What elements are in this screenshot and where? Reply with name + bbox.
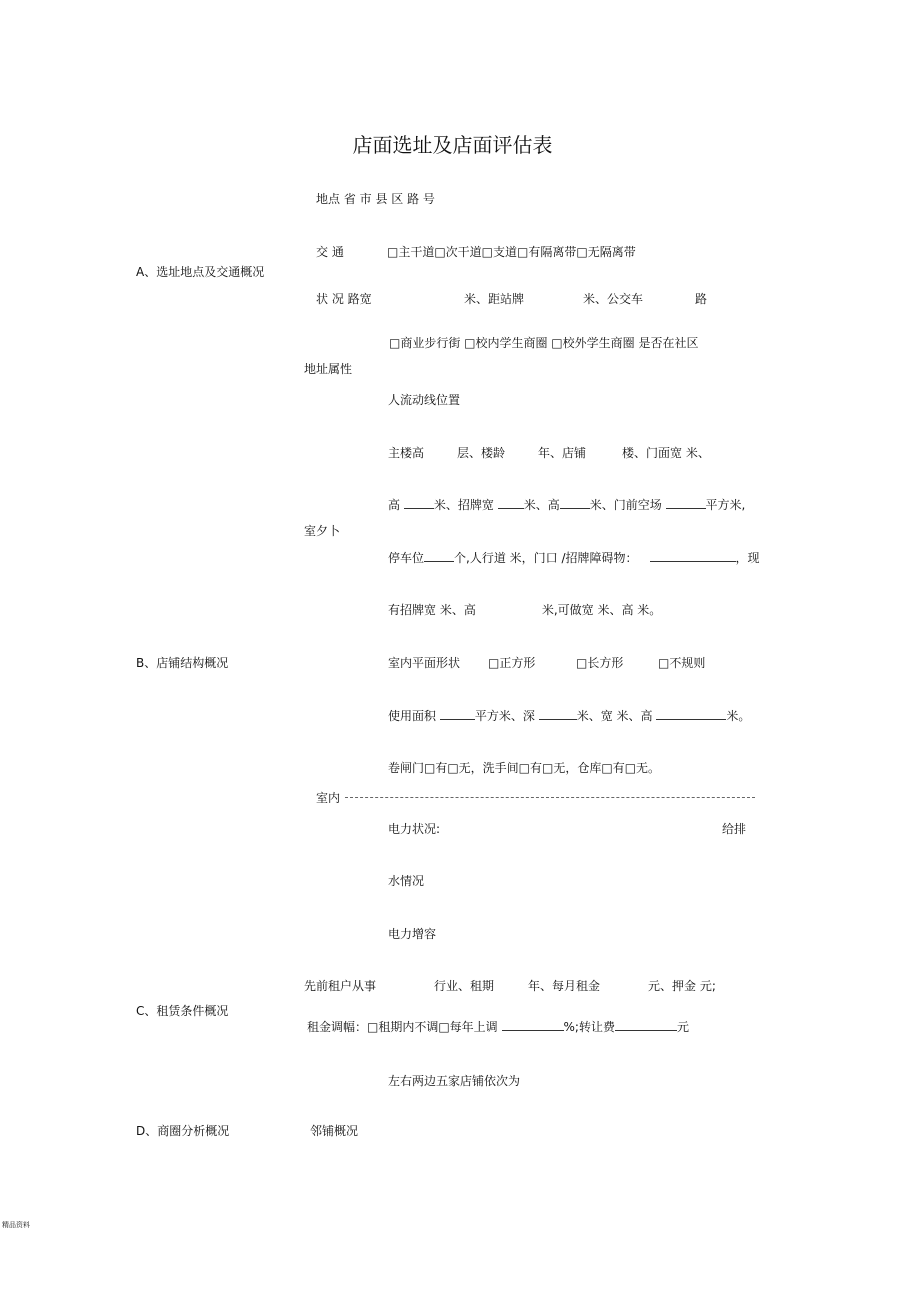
blank-field[interactable] bbox=[404, 498, 434, 509]
text: 米、高 bbox=[523, 498, 560, 512]
shape-option-square[interactable]: □正方形 bbox=[488, 656, 536, 670]
height-line bbox=[388, 498, 745, 512]
text: 年、店铺 bbox=[538, 446, 587, 460]
text: 有招牌宽 米、高 bbox=[388, 603, 476, 617]
blank-field[interactable] bbox=[539, 709, 577, 720]
text: 米。 bbox=[726, 709, 751, 723]
traffic-label: 交 通 bbox=[316, 245, 344, 259]
text: 米,可做宽 米、高 米。 bbox=[541, 603, 662, 617]
shape-option-irregular[interactable]: □不规则 bbox=[658, 656, 706, 670]
sign-line bbox=[388, 603, 661, 617]
status-label: 状 况 路宽 bbox=[316, 292, 372, 306]
rent-adjust-line bbox=[307, 1020, 689, 1034]
facilities-line[interactable]: 卷闸门□有□无，洗手间□有□无，仓库□有□无。 bbox=[388, 761, 661, 775]
text: 平方米, bbox=[705, 498, 746, 512]
text: 个,人行道 米，门口 /招牌障碍物： bbox=[454, 551, 638, 565]
address-attr-label: 地址属性 bbox=[304, 362, 353, 376]
building-line bbox=[388, 446, 710, 460]
blank-field[interactable] bbox=[502, 1020, 564, 1031]
neighbors-label: 邻铺概况 bbox=[310, 1124, 359, 1138]
section-d-label: D、商圈分析概况 bbox=[136, 1124, 230, 1138]
traffic-options[interactable]: □主干道□次干道□支道□有隔离带□无隔离带 bbox=[387, 245, 636, 259]
status-text: 米、距站牌 bbox=[464, 292, 525, 306]
water-label-end: 水情况 bbox=[388, 874, 425, 888]
text: 年、每月租金 bbox=[528, 979, 601, 993]
section-b-label: B、店铺结构概况 bbox=[136, 656, 229, 670]
page-title: 店面选址及店面评估表 bbox=[352, 133, 553, 157]
status-text: 米、公交车 bbox=[583, 292, 644, 306]
text: 元、押金 元; bbox=[648, 979, 716, 993]
power-label: 电力状况: bbox=[388, 822, 441, 836]
usage-line bbox=[388, 709, 750, 723]
blank-field[interactable] bbox=[656, 709, 726, 720]
neighbors-order-label: 左右两边五家店铺依次为 bbox=[388, 1074, 521, 1088]
blank-field[interactable] bbox=[560, 498, 590, 509]
blank-field[interactable] bbox=[440, 709, 475, 720]
text: 行业、租期 bbox=[434, 979, 495, 993]
flow-label: 人流动线位置 bbox=[388, 393, 461, 407]
text: 层、楼龄 bbox=[457, 446, 506, 460]
text: 停车位 bbox=[388, 551, 425, 565]
outdoor-label: 室夕卜 bbox=[304, 524, 341, 538]
section-c-label: C、租赁条件概况 bbox=[136, 1004, 229, 1018]
parking-line bbox=[388, 551, 760, 565]
text: 元 bbox=[676, 1020, 689, 1034]
text: %;转让费 bbox=[563, 1020, 615, 1034]
text[interactable]: 租金调幅：□租期内不调□每年上调 bbox=[307, 1020, 498, 1034]
shape-label: 室内平面形状 bbox=[388, 656, 461, 670]
location-line: 地点 省 市 县 区 路 号 bbox=[316, 192, 435, 206]
area-options[interactable]: □商业步行街 □校内学生商圈 □校外学生商圈 是否在社区 bbox=[389, 336, 699, 350]
dashed-divider bbox=[345, 797, 755, 798]
text: 平方米、深 bbox=[474, 709, 535, 723]
shape-option-rectangle[interactable]: □长方形 bbox=[576, 656, 624, 670]
text: 先前租户从事 bbox=[304, 979, 377, 993]
blank-field[interactable] bbox=[666, 498, 706, 509]
text: 米、宽 米、高 bbox=[576, 709, 653, 723]
status-text: 路 bbox=[695, 292, 708, 306]
text: 米、招牌宽 bbox=[433, 498, 494, 512]
text: 米、门前空场 bbox=[589, 498, 662, 512]
blank-field[interactable] bbox=[650, 551, 736, 562]
blank-field[interactable] bbox=[424, 551, 454, 562]
section-a-label: A、选址地点及交通概况 bbox=[136, 265, 265, 279]
power-increase-label: 电力增容 bbox=[388, 927, 437, 941]
blank-field[interactable] bbox=[615, 1020, 677, 1031]
footer-text: 精品资料 bbox=[2, 1221, 30, 1229]
text: 楼、门面宽 米、 bbox=[622, 446, 710, 460]
text: 高 bbox=[388, 498, 401, 512]
water-label-start: 给排 bbox=[722, 822, 747, 836]
indoor-label: 室内 bbox=[316, 791, 341, 805]
text: 主楼高 bbox=[388, 446, 425, 460]
text: 使用面积 bbox=[388, 709, 437, 723]
text: ，现 bbox=[735, 551, 760, 565]
blank-field[interactable] bbox=[498, 498, 524, 509]
rent-line bbox=[304, 979, 716, 993]
